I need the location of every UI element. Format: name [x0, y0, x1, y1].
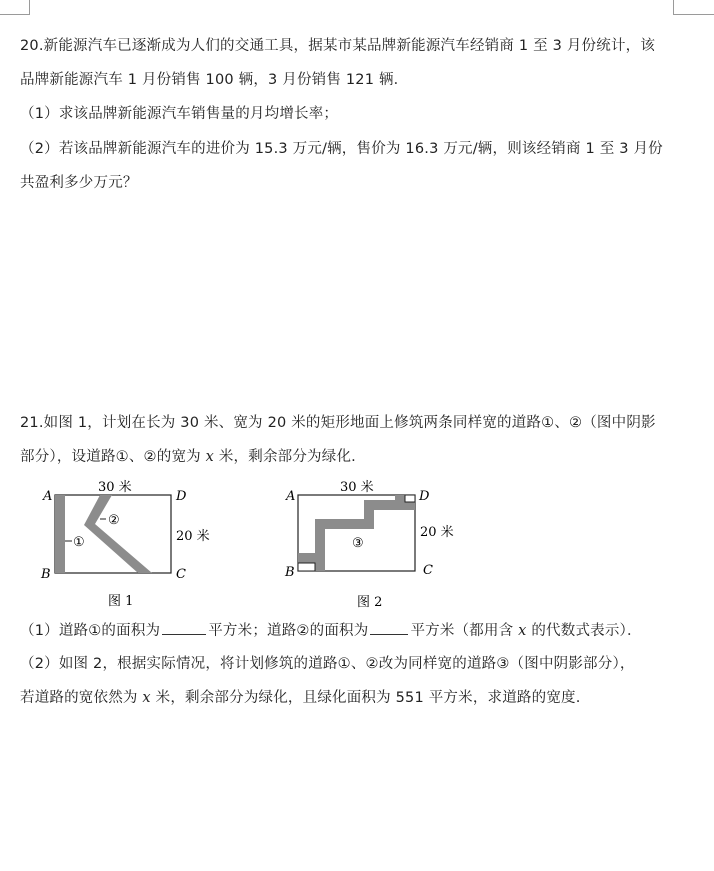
q21-line2-a: 部分），设道路①、②的宽为: [20, 449, 206, 465]
q20-part2-line2: 共盈利多少万元？: [20, 175, 138, 191]
fig2-top-length: 30 米: [340, 480, 374, 495]
fig1-road2-label: ②: [108, 513, 120, 528]
fig1-label-C: C: [176, 567, 186, 582]
figures: [0, 475, 714, 615]
fig2-road3: [298, 495, 415, 571]
fig2-label-C: C: [423, 563, 433, 578]
fig1-road1-label: ①: [73, 535, 85, 550]
variable-x: x: [142, 690, 151, 706]
figure-2: [284, 479, 454, 610]
q20-line1: 20.新能源汽车已逐渐成为人们的交通工具，据某市某品牌新能源汽车经销商 1 至 3 月份统计，该: [20, 38, 656, 54]
q21-part1-d: 的代数式表示）．: [526, 623, 642, 639]
fig2-label-B: B: [285, 565, 295, 580]
q21-part2-line2-b: 米，剩余部分为绿化，且绿化面积为 551 平方米，求道路的宽度.: [150, 690, 581, 706]
fig2-end-block-right: [405, 495, 415, 502]
q20-part1: （1）求该品牌新能源汽车销售量的月均增长率；: [20, 106, 339, 122]
q21-part1-a: （1）道路①的面积为: [20, 623, 161, 639]
q21-part1-b: 平方米；道路②的面积为: [208, 623, 369, 639]
q20-line2: 品牌新能源汽车 1 月份销售 100 辆，3 月份销售 121 辆．: [20, 72, 409, 88]
answer-blank-road2[interactable]: [370, 620, 408, 635]
variable-x: x: [205, 449, 215, 465]
q21-line2-b: 米，剩余部分为绿化.: [214, 449, 356, 465]
q21-line2: [20, 447, 356, 467]
fig2-label-D: D: [419, 489, 430, 504]
page-corner-mark-right: [673, 0, 714, 15]
q21-part2-line1: （2）如图 2，根据实际情况，将计划修筑的道路①、②改为同样宽的道路③（图中阴影部分），: [20, 656, 635, 672]
fig1-right-width: 20 米: [176, 529, 210, 544]
page-corner-mark-left: [0, 0, 30, 15]
variable-x: x: [518, 623, 527, 639]
fig1-label-B: B: [41, 567, 51, 582]
q21-part1: [20, 620, 642, 641]
answer-blank-road1[interactable]: [162, 620, 206, 635]
fig2-right-width: 20 米: [420, 525, 454, 540]
q21-line1: 21.如图 1，计划在长为 30 米、宽为 20 米的矩形地面上修筑两条同样宽的道路①、②（图中阴影: [20, 415, 656, 431]
fig2-road3-label: ③: [352, 536, 364, 551]
figure-1: [40, 479, 210, 609]
fig2-label-A: A: [286, 489, 296, 504]
fig2-caption: 图 2: [357, 595, 383, 610]
fig1-top-length: 30 米: [98, 480, 132, 495]
fig1-road2: [84, 495, 152, 573]
fig2-end-block-left: [298, 563, 315, 571]
fig1-rectangle: [55, 495, 171, 573]
fig1-road1: [55, 495, 65, 573]
fig1-label-D: D: [176, 489, 187, 504]
q21-part1-c: 平方米（都用含: [410, 623, 519, 639]
q21-part2-line2: [20, 688, 581, 708]
fig1-caption: 图 1: [108, 594, 134, 609]
q21-part2-line2-a: 若道路的宽依然为: [20, 690, 143, 706]
q20-part2-line1: （2）若该品牌新能源汽车的进价为 15.3 万元/辆，售价为 16.3 万元/辆，则该经销商 1 至 3 月份: [20, 141, 663, 157]
fig1-label-A: A: [43, 489, 53, 504]
